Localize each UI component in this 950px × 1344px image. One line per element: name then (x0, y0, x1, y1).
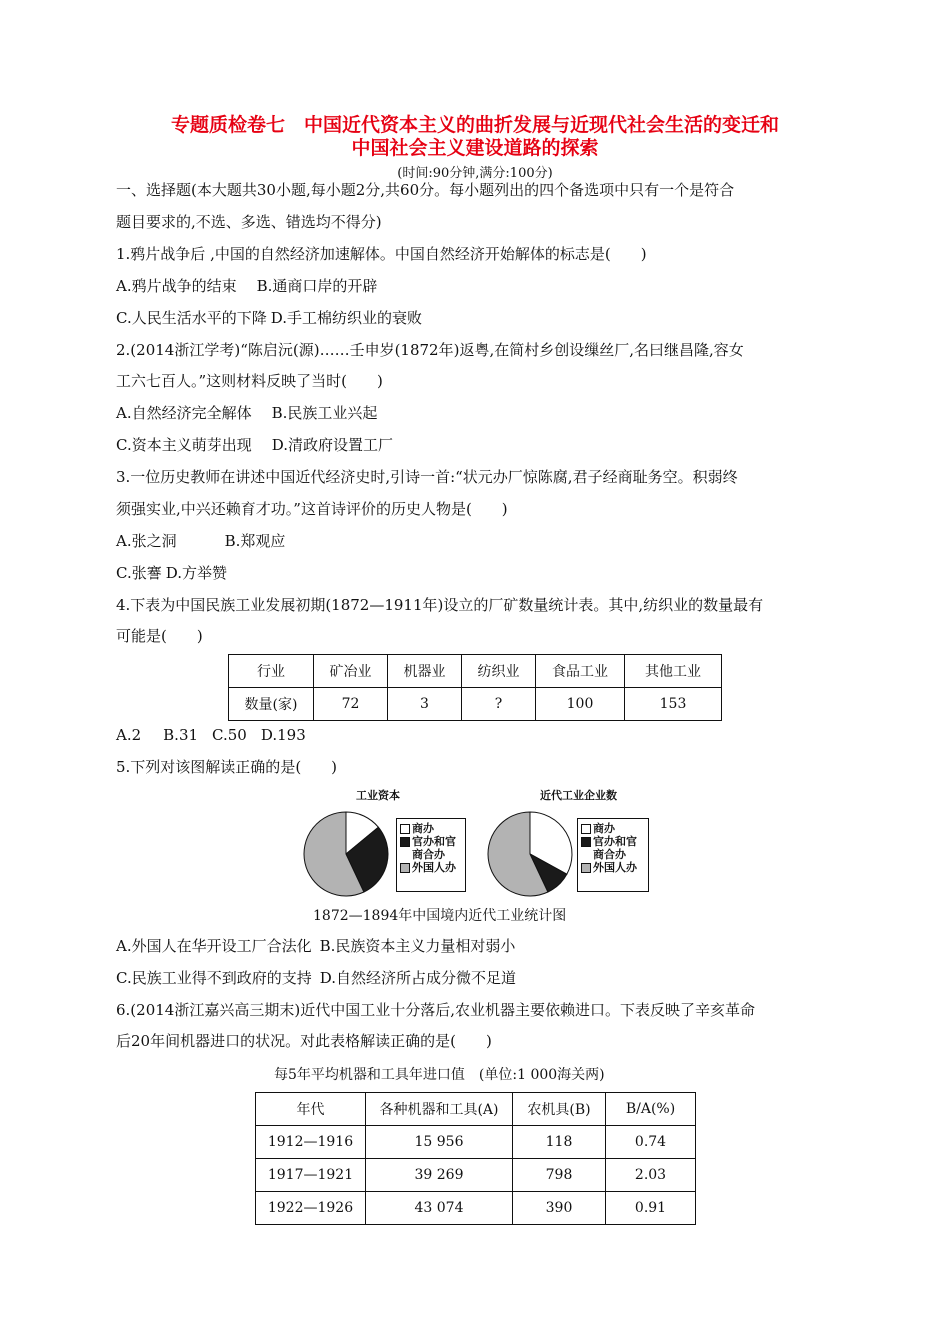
q3-option-c: C.张謇 (116, 564, 162, 582)
q2-stem-line2: 工六七百人。”这则材料反映了当时( ) (116, 372, 383, 390)
q5-option-b: B.民族资本主义力量相对弱小 (319, 937, 516, 955)
legend-swatch (400, 863, 410, 873)
q5-option-a: A.外国人在华开设工厂合法化 (116, 937, 312, 955)
q5-stem: 5.下列对该图解读正确的是( ) (116, 758, 338, 776)
table-cell: ? (462, 688, 536, 721)
table-cell: 1912—1916 (256, 1126, 366, 1159)
q1-options-ab (116, 276, 377, 296)
q4-option-d: D.193 (260, 726, 306, 744)
legend-item (581, 861, 645, 874)
q5-options-ab (116, 936, 515, 956)
q4-option-b: B.31 (163, 726, 199, 744)
q3-option-a: A.张之洞 (116, 532, 177, 550)
q2-stem-line1: 2.(2014浙江学考)“陈启沅(源)……壬申岁(1872年)返粤,在简村乡创设缫丝厂,名曰继昌隆,容女 (116, 341, 744, 359)
table-cell: 食品工业 (536, 655, 625, 688)
legend-swatch (581, 863, 591, 873)
q6-stem-line1: 6.(2014浙江嘉兴高三期末)近代中国工业十分落后,农业机器主要依赖进口。下表反映了辛亥革命 (116, 1001, 755, 1019)
section-instruction-line2: 题目要求的,不选、多选、错选均不得分) (116, 213, 382, 231)
table-cell: 年代 (256, 1093, 366, 1126)
table-cell: 数量(家) (229, 688, 314, 721)
legend-item (581, 822, 645, 835)
q1-option-d: D.手工棉纺织业的衰败 (270, 309, 422, 327)
legend-label: 商办 (593, 822, 615, 835)
table-cell: 118 (513, 1126, 606, 1159)
table-cell: 153 (625, 688, 722, 721)
table-row (256, 1159, 696, 1192)
legend-industrial-capital (396, 818, 466, 892)
table-row (229, 688, 722, 721)
table-header-row (229, 655, 722, 688)
q6-stem-line2: 后20年间机器进口的状况。对此表格解读正确的是( ) (116, 1032, 492, 1050)
table-cell: B/A(%) (606, 1093, 696, 1126)
table-cell: 798 (513, 1159, 606, 1192)
legend-item (400, 861, 462, 874)
q3-stem-line2: 须强实业,中兴还赖育才功。”这首诗评价的历史人物是( ) (116, 500, 508, 518)
legend-swatch (581, 824, 591, 834)
q1-option-a: A.鸦片战争的结束 (116, 277, 237, 295)
q2-option-b: B.民族工业兴起 (271, 404, 378, 422)
q5-options-cd (116, 968, 516, 988)
chart-title-enterprise-count: 近代工业企业数 (540, 789, 617, 802)
q4-option-c: C.50 (212, 726, 247, 744)
table-cell: 纺织业 (462, 655, 536, 688)
legend-swatch (400, 824, 410, 834)
table-row (256, 1192, 696, 1225)
table-cell: 39 269 (366, 1159, 513, 1192)
legend-label: 外国人办 (593, 861, 637, 874)
q2-options-cd (116, 435, 393, 455)
section-instruction-line1: 一、选择题(本大题共30小题,每小题2分,共60分。每小题列出的四个备选项中只有一个是符合 (116, 181, 735, 199)
chart-title-industrial-capital: 工业资本 (356, 789, 400, 802)
q1-option-c: C.人民生活水平的下降 (116, 309, 267, 327)
table-cell: 3 (388, 688, 462, 721)
table-cell: 0.91 (606, 1192, 696, 1225)
table-cell: 行业 (229, 655, 314, 688)
q1-option-b: B.通商口岸的开辟 (256, 277, 378, 295)
q4-option-a: A.2 (116, 726, 142, 744)
table-cell: 各种机器和工具(A) (366, 1093, 513, 1126)
q3-option-b: B.郑观应 (224, 532, 286, 550)
page-title-line1: 专题质检卷七 中国近代资本主义的曲折发展与近现代社会生活的变迁和 (170, 114, 779, 136)
q6-table-title: 每5年平均机器和工具年进口值 (单位:1 000海关两) (274, 1067, 605, 1083)
table-cell: 43 074 (366, 1192, 513, 1225)
legend-item (400, 822, 462, 835)
table-cell: 390 (513, 1192, 606, 1225)
pie-chart-enterprise-count (484, 808, 576, 900)
q5-option-d: D.自然经济所占成分微不足道 (319, 969, 516, 987)
table-cell: 15 956 (366, 1126, 513, 1159)
q4-stem-line2: 可能是( ) (116, 627, 203, 645)
table-cell: 1917—1921 (256, 1159, 366, 1192)
q6-import-table (255, 1092, 696, 1225)
table-cell: 1922—1926 (256, 1192, 366, 1225)
q2-options-ab (116, 403, 377, 423)
q2-option-a: A.自然经济完全解体 (116, 404, 252, 422)
legend-item (581, 835, 645, 861)
table-cell: 矿冶业 (314, 655, 388, 688)
table-cell: 72 (314, 688, 388, 721)
table-cell: 0.74 (606, 1126, 696, 1159)
q4-stem-line1: 4.下表为中国民族工业发展初期(1872—1911年)设立的厂矿数量统计表。其中,纺织业的数量最有 (116, 596, 764, 614)
q3-option-d: D.方举赞 (165, 564, 227, 582)
q4-factory-table (228, 654, 722, 721)
q3-options-cd (116, 563, 227, 583)
legend-label: 外国人办 (412, 861, 456, 874)
q5-option-c: C.民族工业得不到政府的支持 (116, 969, 312, 987)
legend-label: 官办和官商合办 (412, 835, 456, 861)
legend-enterprise-count (577, 818, 649, 892)
q1-stem: 1.鸦片战争后 ,中国的自然经济加速解体。中国自然经济开始解体的标志是( ) (116, 245, 647, 263)
legend-label: 官办和官商合办 (593, 835, 637, 861)
figure-caption: 1872—1894年中国境内近代工业统计图 (313, 908, 567, 924)
table-cell: 100 (536, 688, 625, 721)
q2-option-d: D.清政府设置工厂 (271, 436, 393, 454)
table-cell: 机器业 (388, 655, 462, 688)
page-subtitle: (时间:90分钟,满分:100分) (397, 166, 553, 181)
legend-swatch (581, 837, 591, 847)
q2-option-c: C.资本主义萌芽出现 (116, 436, 252, 454)
pie-chart-industrial-capital (300, 808, 392, 900)
table-cell: 2.03 (606, 1159, 696, 1192)
legend-label: 商办 (412, 822, 434, 835)
table-row (256, 1126, 696, 1159)
q3-options-ab (116, 531, 285, 551)
table-cell: 其他工业 (625, 655, 722, 688)
legend-swatch (400, 837, 410, 847)
q4-options (116, 725, 306, 745)
legend-item (400, 835, 462, 861)
table-header-row (256, 1093, 696, 1126)
page-title-line2: 中国社会主义建设道路的探索 (351, 137, 599, 159)
q1-options-cd (116, 308, 422, 328)
q3-stem-line1: 3.一位历史教师在讲述中国近代经济史时,引诗一首:“状元办厂惊陈腐,君子经商耻务空。积弱终 (116, 468, 738, 486)
table-cell: 农机具(B) (513, 1093, 606, 1126)
